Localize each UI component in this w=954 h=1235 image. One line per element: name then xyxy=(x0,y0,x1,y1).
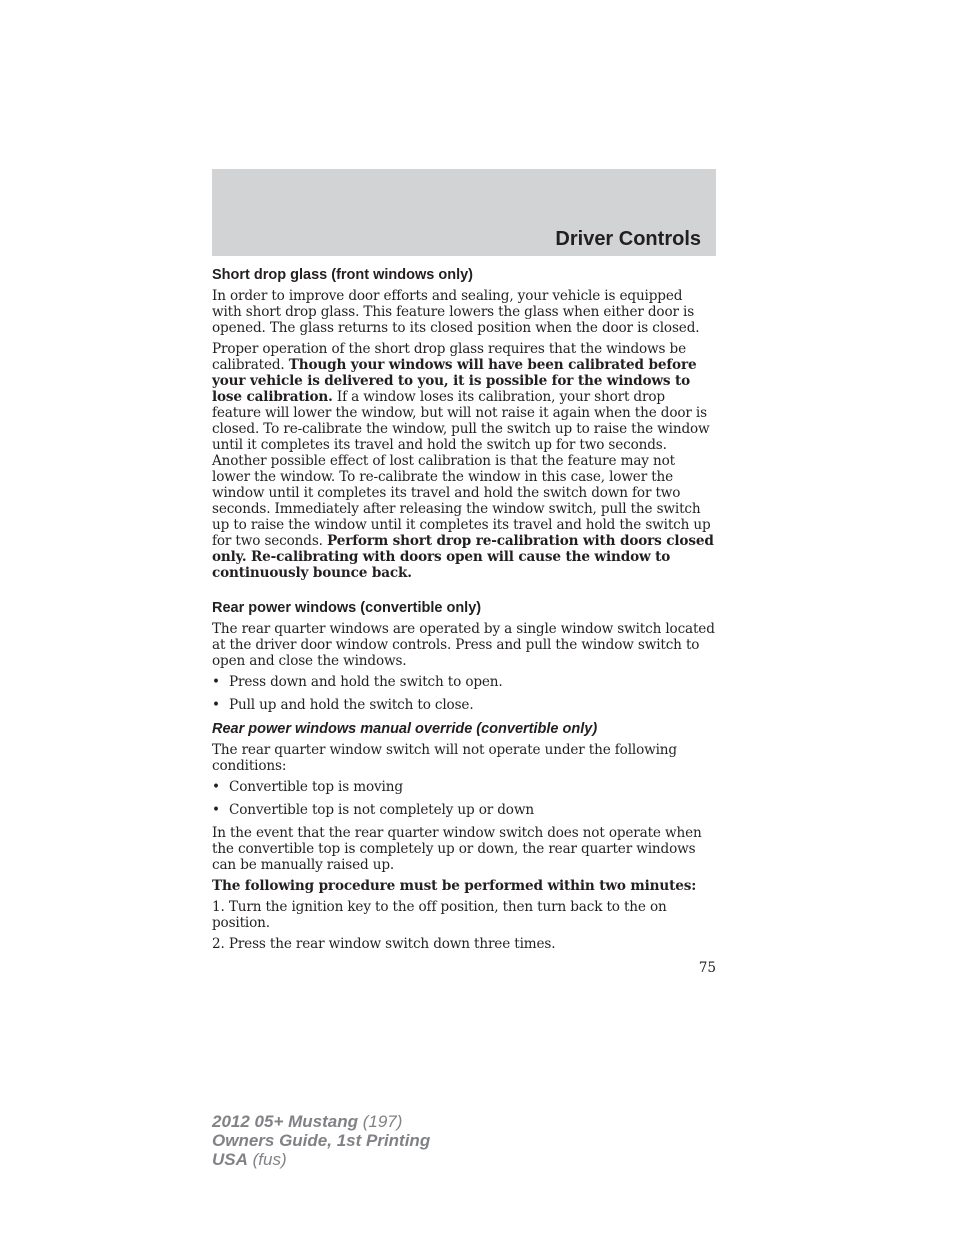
step-2: 2. Press the rear window switch down three times. xyxy=(212,936,556,952)
section-title: Driver Controls xyxy=(555,228,701,250)
text-run: Proper operation of the short drop glass requires that the windows be calibrated. xyxy=(212,341,686,373)
page-content xyxy=(212,266,716,957)
heading-manual-override: Rear power windows manual override (convertible only) xyxy=(212,721,598,737)
bold-text-run: Though your windows will have been calibrated before your vehicle is delivered to you, it is possible for the windows to lose calibration. xyxy=(212,357,697,405)
footer-region-code: (fus) xyxy=(247,1150,287,1169)
paragraph: In order to improve door efforts and sealing, your vehicle is equipped with short drop glass. This feature lowers the glass when either door is opened. The glass returns to its closed position when the door is closed. xyxy=(212,288,700,336)
paragraph: The rear quarter window switch will not operate under the following conditions: xyxy=(212,742,677,774)
footer-model-code: (197) xyxy=(358,1112,403,1131)
footer-region: USA xyxy=(212,1150,248,1169)
page-number: 75 xyxy=(698,960,716,976)
footer-line-3 xyxy=(212,1150,430,1169)
paragraph: In the event that the rear quarter window switch does not operate when the convertible top is completely up or down, the rear quarter windows can be manually raised up. xyxy=(212,825,702,873)
document-footer xyxy=(212,1112,430,1169)
list-item: • Pull up and hold the switch to close. xyxy=(212,697,716,713)
bullet-list xyxy=(212,779,716,818)
bold-text-run: Perform short drop re-calibration with doors closed only. Re-calibrating with doors open will cause the window to continuously bounce back. xyxy=(212,533,714,581)
footer-model: 2012 05+ Mustang xyxy=(212,1112,358,1131)
footer-guide: Owners Guide, 1st Printing xyxy=(212,1131,431,1150)
step-1: 1. Turn the ignition key to the off position, then turn back to the on position. xyxy=(212,899,667,931)
bullet-list xyxy=(212,674,716,713)
list-item: • Convertible top is moving xyxy=(212,779,716,795)
footer-line-2 xyxy=(212,1131,430,1150)
list-item: • Press down and hold the switch to open. xyxy=(212,674,716,690)
heading-short-drop-glass: Short drop glass (front windows only) xyxy=(212,267,473,283)
text-run: If a window loses its calibration, your short drop feature will lower the window, but will not raise it again when the door is closed. To re-calibrate the window, pull the switch up to raise the window until it completes its travel and hold the switch up for two seconds. Another possible effect of lost calibration is that the feature may not lower the window. To re-calibrate the window in this case, lower the window until it completes its travel and hold the switch down for two seconds. Immediately after releasing the window switch, pull the switch up to raise the window until it completes its travel and hold the switch up for two seconds. xyxy=(212,389,711,549)
heading-rear-power-windows: Rear power windows (convertible only) xyxy=(212,600,482,616)
list-item: • Convertible top is not completely up or down xyxy=(212,802,716,818)
paragraph: The rear quarter windows are operated by a single window switch located at the driver door window controls. Press and pull the window switch to open and close the windows. xyxy=(212,621,715,669)
section-header-band xyxy=(212,169,716,256)
paragraph-calibration xyxy=(212,341,716,581)
procedure-note: The following procedure must be performed within two minutes: xyxy=(212,878,697,894)
footer-line-1 xyxy=(212,1112,430,1131)
